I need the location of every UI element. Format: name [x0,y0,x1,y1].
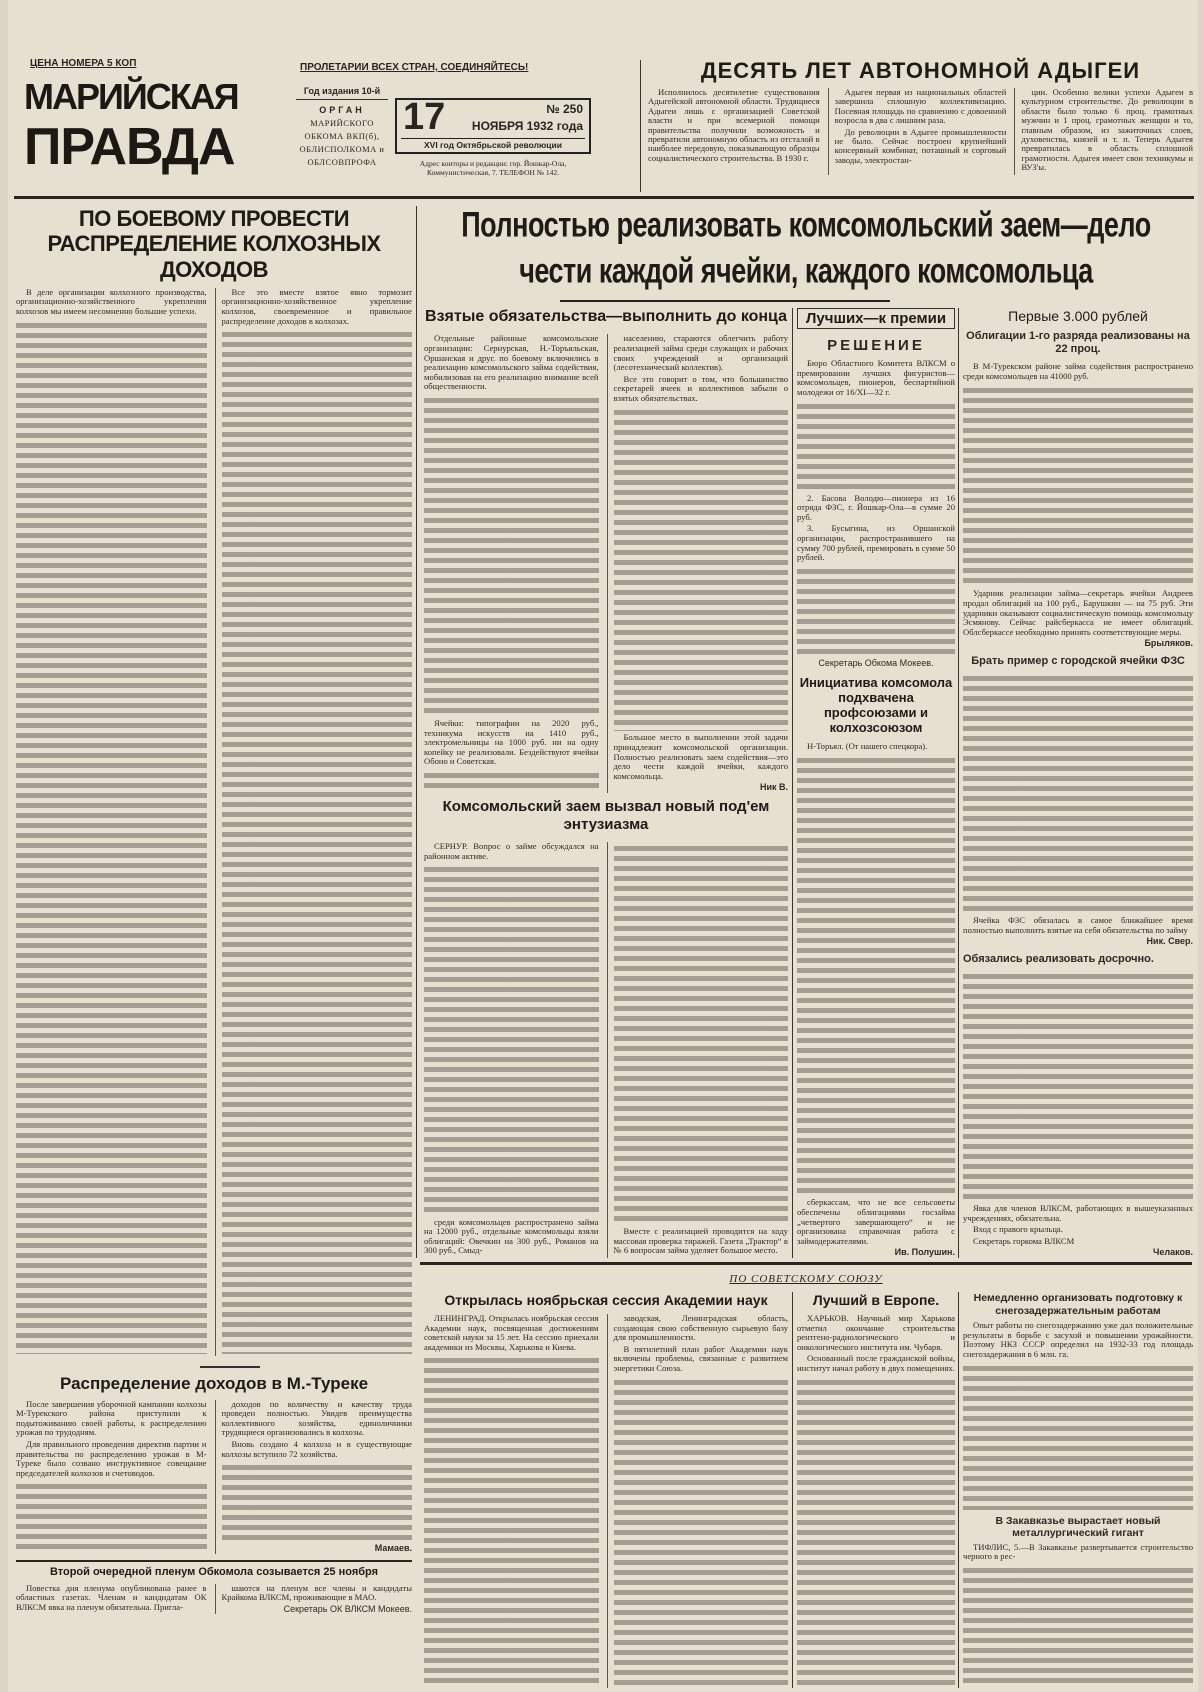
prize-signature: Секретарь Обкома Мокеев. [818,657,934,668]
organ-of: МАРИЙСКОГО ОБКОМА ВКП(б), ОБЛИСПОЛКОМА и ОБЛСОВПРОФА [299,118,385,167]
slogan: ПРОЛЕТАРИИ ВСЕХ СТРАН, СОЕДИНЯЙТЕСЬ! [300,62,529,73]
obligations-col2: населению, стараются облегчить работу реализацией займа среди служащих и рабочих своих учреждений и организаций (лесотехнический коллектив). [613,333,788,373]
plenum-headline: Второй очередной пленум Обкомола созывается 25 ноября [49,1566,379,1578]
main-headline-line1: Полностью реализовать комсомольский заем—дело [461,205,1151,245]
adygea-article [648,58,1193,175]
enthusiasm-col2-tail: Вместе с реализацией проводится на ходу массовая проверка тиражей. Газета „Трактор“ в № 6 вопросам займа уделяет большое место. [613,1226,788,1256]
decision-heading: РЕШЕНИЕ [827,337,925,355]
body-text-lines [222,1463,413,1542]
plenum-col2: шаются на пленум все члены и кандидаты Крайкома ВЛКСМ, проживающие в МАО. [221,1582,412,1603]
early-secretary: Секретарь горкома ВЛКСМ [973,1235,1075,1246]
ussr-rubric: ПО СОВЕТСКОМУ СОЮЗУ [729,1273,883,1285]
date-box [395,98,591,154]
body-text-lines [424,865,599,1215]
main-headline [420,204,1192,296]
example-tail: Ячейка ФЗС обязалась в самое ближайшее время полностью выполнить взятые на себя обязательства по займу [963,915,1193,935]
enthusiasm-col1: СЕРНУР. Вопрос о займе обсуждался на районном активе. [424,841,599,861]
turek-col1: После завершения уборочной кампании колхозы М-Турекского района приступили к подытоживанию своей работы, к распределению урожая по трудодням. [16,1398,207,1438]
body-text-lines [797,1378,955,1686]
europe-article [797,1292,955,1688]
early-tail: Явка для членов ВЛКСМ, работающих в вышеуказанных учреждениях, обязательна. [963,1203,1193,1223]
obligations-col1-tail: Ячейки: типографии на 2020 руб., техникума искусств на 1410 руб., электромельницы на 1000 руб. ни на одну копейку не реализовали. Бездействуют ячейки Обоно и Советская. [424,718,599,767]
prize-item2: 2. Басова Володю—пионера из 16 отряда ФЗС, г. Йошкар-Ола—в сумме 20 руб. [797,492,955,522]
first3000-subhead: Облигации 1-го разряда реализованы на 22 проц. [966,330,1190,356]
adygea-col3: ции. Особенно велики успехи Адыгеи в культурном строительстве. До революции в области было только 6 проц. грамотных мужчин и 1 проц. грамотных женщин и то, главным образом, из зажиточных слоев, духовенства, князей и т. п. Теперь Адыгея превратилась в область сплошной грамотности. Адыгея имеет свои техникумы и ВУЗ'ы. [1021,87,1194,173]
obligations-col2b: Все это говорит о том, что большинство секретарей ячеек и коллективов забыли о взятых обязательствах. [613,373,788,403]
newspaper-logo [24,76,238,176]
enthusiasm-headline: Комсомольский заем вызвал новый под'ем энтузиазма [442,798,770,833]
body-text-lines [963,972,1193,1202]
body-text-lines [963,1364,1193,1510]
obligations-col2-tail: Большое место в выполнении этой задачи принадлежит комсомольской организации. Полностью реализовать заем содействия—это дело чести каждой ячейки, каждого комсомольца. [613,732,788,781]
plenum-article [16,1566,412,1614]
kolkhoz-col2: Все это вместе взятое явно тормозит организационно-хозяйственное укрепление колхозов, своевременное и правильное распределение доходов в колхозах. [221,286,412,326]
body-text-lines [797,756,955,1197]
kolkhoz-col1: В деле организации колхозного производства, организационно-хозяйственного укрепления колхозов мы имеем несомненно большие успехи. [16,286,207,317]
body-text-lines [797,402,955,492]
initiative-lead: Н-Торьял. (От нашего спецкора). [807,741,928,752]
address: Адрес конторы и редакции: гор. Йошкар-Ола, Коммунистическая, 7. ТЕЛЕФОН № 142. [419,159,567,177]
body-text-lines [424,771,599,791]
early-entry: Вход с правого крыльца. [973,1224,1063,1235]
academy-headline: Открылась ноябрьская сессия Академии наук [444,1292,768,1308]
organ-block [296,86,388,169]
academy-col2: заводская, Ленинградская область, создающая свою собственную сырьевую базу для промышленности. [613,1313,788,1343]
first3000-signature: Брыляков. [1144,638,1193,649]
first3000-article [963,308,1193,1258]
enthusiasm-col1-tail: среди комсомольцев распространено займа на 12000 руб., отдельные комсомольцы взяли облигаций: Овечкин на 300 руб., Романов на 300 руб., Смыд- [424,1216,599,1256]
academy-col2b: В пятилетний план работ Академии наук включены проблемы, связанные с развитием энергетики Союза. [613,1343,788,1374]
prize-article [797,308,955,1258]
body-text-lines [614,844,789,1225]
turek-col2b: Вновь создано 4 колхоза и в существующие колхозы вступило 72 хозяйства. [221,1438,412,1459]
body-text-lines [963,1566,1193,1686]
adygea-headline: ДЕСЯТЬ ЛЕТ АВТОНОМНОЙ АДЫГЕИ [700,58,1141,83]
revolution-year: XVI год Октябрьской революции [401,138,585,151]
body-text-lines [424,1356,599,1686]
body-text-lines [963,386,1193,588]
academy-article [424,1292,788,1688]
initiative-tail: сберкассам, что не все сельсоветы обеспечены облигациями госзайма „четвертого завершающего“ и не организована справочная работа с займодержателями. [797,1197,955,1246]
first3000-lead: В М-Турекском районе займа содействия распространено среди комсомольцев на 41000 руб. [963,361,1193,382]
adygea-col1: Исполнилось десятилетие существования Адыгейской автономной области. Трудящиеся Адыгеи лишь с организацией Советской власти и при всемерной помощи правительства получили возможность и превратили автономную область из отсталой в наиболее передовую, показывающую образцы социалистического строительства. В 1930 г. [648,87,820,163]
prize-headline: Лучших—к премии [797,308,955,329]
obligations-article [424,308,788,793]
body-text-lines [222,330,413,1354]
body-text-lines [797,567,955,657]
turek-signature: Мамаев. [374,1543,412,1554]
price-label: ЦЕНА НОМЕРА 5 КОП [30,58,137,69]
main-headline-line2: чести каждой ячейки, каждого комсомольца [519,251,1093,291]
initiative-headline: Инициатива комсомола подхвачена профсоюзами и колхозсоюзом [799,675,953,736]
body-text-lines [614,408,789,732]
organ-label: ОРГАН [319,105,365,115]
snow-article [963,1292,1193,1688]
snow-text: Опыт работы по снегозадержанию уже дал положительные результаты в борьбе с засухой и повышении урожайности. Поэтому НКЗ СССР определил на 1932-33 год площадь снегозадержания в 6 млн. га. [963,1320,1193,1359]
snow-headline: Немедленно организовать подготовку к снегозадержательным работам [973,1292,1183,1317]
prize-intro: Бюро Областного Комитета ВЛКСМ о премировании лучших фигуристов—комсомольцев, пионеров, беспартийной молодежи от 16/XI—32 г. [797,358,955,398]
adygea-col2b: До революции в Адыгее промышленности не было. Сейчас построен крупнейший консервный комбинат, поташный и сорговый заводы, электростан- [834,126,1007,165]
body-text-lines [963,674,1193,914]
obligations-signature: Ник В. [759,782,788,793]
body-text-lines [614,1378,789,1686]
logo-line2: ПРАВДА [24,118,235,176]
year-of-publication: Год издания 10-й [296,86,388,100]
turek-article [16,1374,412,1554]
plenum-signature: Секретарь ОК ВЛКСМ Мокеев. [283,1603,412,1614]
first3000-tail: Ударник реализации займа—секретарь ячейки Андреев продал облигаций на 100 руб., Барушкин — на 75 руб. Эти ударники оказывают социалистическую помощь комсомольцу Эсмянову. Сейчас райсберкасса не имеет облигаций. Облсберкассе необходимо принять соответствующие меры. [963,588,1193,637]
europe-text: ХАРЬКОВ. Научный мир Харькова отметил окончание строительства рентгено-радиологического и онкологического института им. Чубаря. [797,1313,955,1352]
turek-col1b: Для правильного проведения директив партии и правительства по распределению урожая в М-Туреке было созвано инструктивное совещание председателей колхозов и счетоводов. [16,1438,207,1478]
first3000-headline: Первые 3.000 рублей [1008,308,1148,324]
academy-col1: ЛЕНИНГРАД. Открылась ноябрьская сессия Академии наук, посвященная достижениям советской науки за 15 лет. На сессию приехали академики из Москвы, Харькова и Киева. [424,1313,599,1352]
body-text-lines [16,1482,207,1552]
turek-col2: доходов по количеству и качеству труда проведен полностью. Увидев преимущества коллективного хозяйства, единоличники трудящиеся организовались в колхозы. [221,1398,412,1438]
example-signature: Ник. Свер. [1146,936,1193,947]
europe-headline: Лучший в Европе. [812,1292,940,1308]
obligations-col1: Отдельные районные комсомольские организации: Сернурская, Н.-Торъяльская, Оршанская и друг. по боевому включились в реализацию комсомольского займа содействия, мобилизовав на его реализацию внимание всей общественности. [424,333,599,392]
date-month-year: НОЯБРЯ 1932 года [471,119,583,133]
initiative-signature: Ив. Полушин. [894,1247,955,1258]
kolkhoz-headline: ПО БОЕВОМУ ПРОВЕСТИ РАСПРЕДЕЛЕНИЕ КОЛХОЗНЫХ ДОХОДОВ [47,206,381,282]
caucasus-text: ТИФЛИС, 5.—В Закавказье развертывается строительство черного в рес- [963,1541,1193,1562]
adygea-col2: Адыгея первая из национальных областей завершила сплошную коллективизацию. Посевная площадь по сравнению с довоенной возросла в два с лишним раза. [834,87,1007,126]
early-headline: Обязались реализовать досрочно. [963,952,1154,965]
date-day: 17 [403,96,446,138]
turek-headline: Распределение доходов в М.-Туреке [59,1374,369,1393]
early-signature: Челаков. [1153,1247,1193,1258]
kolkhoz-article [16,206,412,1356]
body-text-lines [424,396,599,717]
europe-text2: Основанный после гражданской войны, институт начал работу в двух помещениях. [797,1353,955,1374]
body-text-lines [16,321,207,1354]
prize-item3: 3. Бусыгина, из Оршанской организации, распространившего на сумму 700 рублей, премировать в сумме 50 рублей. [797,523,955,563]
enthusiasm-article [424,798,788,1258]
obligations-headline: Взятые обязательства—выполнить до конца [425,308,787,325]
example-headline: Брать пример с городской ячейки ФЗС [971,654,1185,667]
logo-line1: МАРИЙСКАЯ [24,76,238,117]
caucasus-headline: В Закавказье вырастает новый металлургический гигант [995,1514,1161,1540]
plenum-col1: Повестка дня пленума опубликована ранее в областных газетах. Членам и кандидатам ОК ВЛКСМ явка на пленум обязательна. Пригла- [16,1582,207,1612]
issue-number: № 250 [546,102,583,116]
